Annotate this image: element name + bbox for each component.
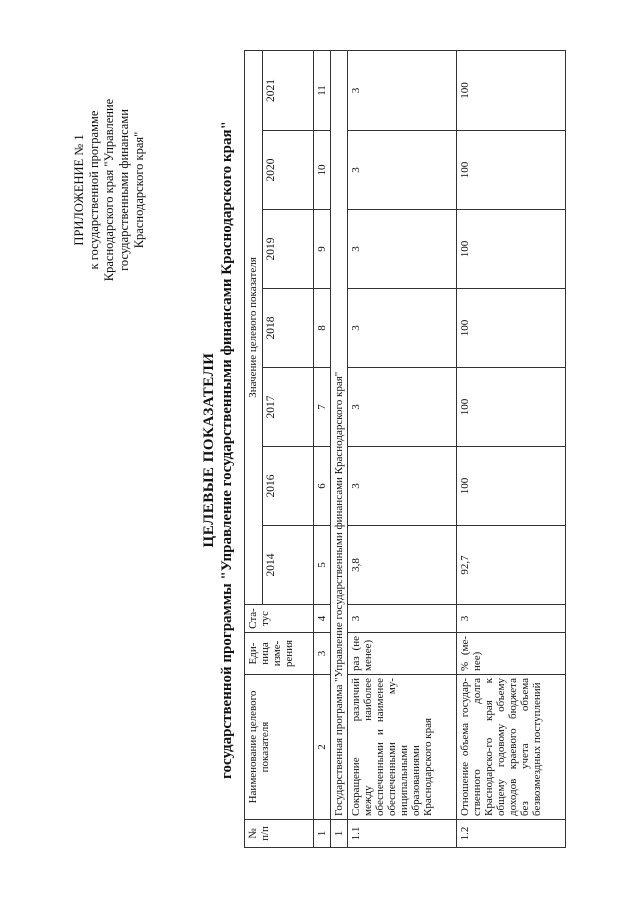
row-value: 100 [457, 210, 566, 289]
row-indicator-name: Отношение объема государ-ственного долга Краснодарско-го края к общему годовому объему доходов краевого бюджета без учета объема безвозмездных поступлений [457, 675, 566, 820]
appendix-line: Краснодарского края "Управление [102, 98, 116, 282]
column-number: 6 [314, 447, 331, 526]
program-num: 1 [331, 820, 348, 848]
column-number: 10 [314, 131, 331, 210]
header-year: 2020 [263, 131, 314, 210]
column-number: 4 [314, 605, 331, 633]
program-title: Государственная программа "Управление государственными финансами Краснодарского края" [331, 51, 348, 820]
row-value: 92,7 [457, 526, 566, 605]
header-name: Наименование целевого показателя [245, 675, 314, 820]
row-value: 3 [348, 210, 457, 289]
header-year: 2014 [263, 526, 314, 605]
table-row [457, 51, 566, 848]
row-value: 3 [348, 447, 457, 526]
row-value: 100 [457, 289, 566, 368]
program-row [331, 51, 348, 848]
column-number: 7 [314, 368, 331, 447]
row-status: 3 [457, 605, 566, 633]
column-numbers-row [314, 51, 331, 848]
row-status: 3 [348, 605, 457, 633]
column-number: 11 [314, 51, 331, 131]
column-number: 1 [314, 820, 331, 848]
column-number: 3 [314, 633, 331, 675]
appendix-line: государственными финансами [117, 109, 131, 271]
document-title: ЦЕЛЕВЫЕ ПОКАЗАТЕЛИ [201, 352, 217, 548]
row-value: 3 [348, 289, 457, 368]
indicators-table [244, 50, 566, 848]
column-number: 9 [314, 210, 331, 289]
table-row [348, 51, 457, 848]
row-unit: % (ме-нее) [457, 633, 566, 675]
document-subtitle: государственной программы "Управление государственными финансами Краснодарского края" [219, 121, 235, 779]
row-num: 1.2 [457, 820, 566, 848]
row-value: 3 [348, 368, 457, 447]
column-number: 5 [314, 526, 331, 605]
header-num: № п/п [245, 820, 314, 848]
column-number: 8 [314, 289, 331, 368]
appendix-line: к государственной программе [87, 110, 101, 270]
header-status: Ста-тус [245, 605, 314, 633]
appendix-line: Краснодарского края" [132, 131, 146, 249]
row-value: 3 [348, 131, 457, 210]
row-value: 100 [457, 447, 566, 526]
document-heading [200, 55, 236, 845]
header-year: 2017 [263, 368, 314, 447]
column-number: 2 [314, 675, 331, 820]
row-value: 100 [457, 131, 566, 210]
row-value: 100 [457, 368, 566, 447]
row-value: 3,8 [348, 526, 457, 605]
row-unit: раз (не менее) [348, 633, 457, 675]
header-year: 2021 [263, 51, 314, 131]
row-num: 1.1 [348, 820, 457, 848]
header-year: 2016 [263, 447, 314, 526]
header-year: 2018 [263, 289, 314, 368]
table-header-row [245, 51, 263, 848]
row-value: 100 [457, 51, 566, 131]
header-unit: Еди-ница изме-рения [245, 633, 314, 675]
header-values-group: Значение целевого показателя [245, 51, 263, 605]
appendix-block [72, 75, 147, 305]
header-year: 2019 [263, 210, 314, 289]
row-value: 3 [348, 51, 457, 131]
row-indicator-name: Сокращение различий между наиболее обеспеченными и наименее обеспеченными му-ниципальными образованиями Краснодарского края [348, 675, 457, 820]
appendix-line: ПРИЛОЖЕНИЕ № 1 [72, 134, 86, 246]
